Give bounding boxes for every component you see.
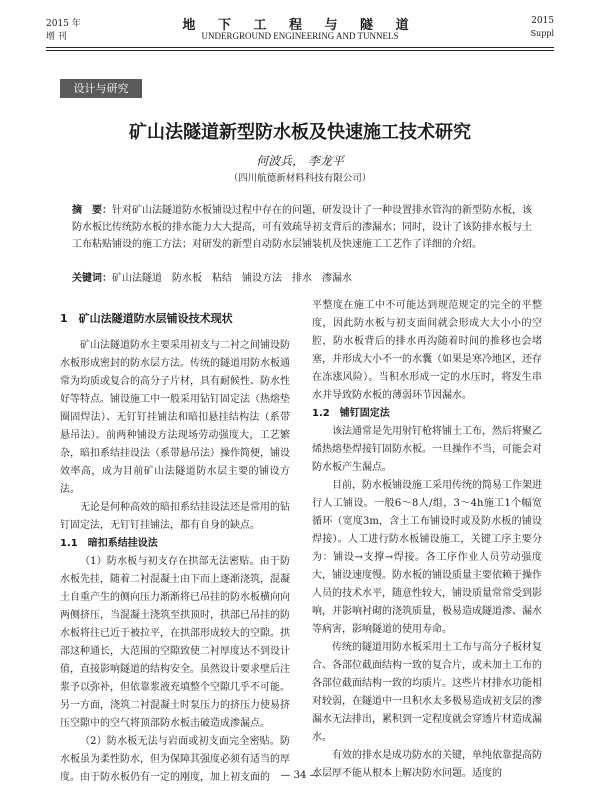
page-number: — 34 — (280, 770, 320, 781)
paragraph: 矿山法隧道防水主要采用初支与二衬之间铺设防水板形成密封的防水层方法。传统的隧道用防水板通常为均质或复合的高分子片材，具有耐候性、防水性好等特点。铺设施工中一般采用钻钉固定法（热熔垫圈固焊法）、无钉钉挂铺法和暗扣悬挂结构法（系带悬吊法）。前两种铺设方法现场劳动强度大，工艺繁杂，暗扣系结挂设法（系带悬吊法）操作简便，铺设效率高，成为目前矿山法隧道防水层主要的铺设方法。 (60, 340, 290, 495)
header-supplement-left: 增 刊 (46, 32, 67, 42)
section-tag: 设计与研究 (60, 79, 142, 98)
section-heading-1: 1 矿山法隧道防水层铺设技术现状 (60, 312, 233, 325)
keywords-text: 矿山法隧道 防水板 粘结 铺设方法 排水 渗漏水 (112, 273, 352, 284)
paper-title: 矿山法隧道新型防水板及快速施工技术研究 (129, 122, 471, 143)
header-supplement-right: Suppl (530, 29, 554, 38)
left-column (60, 297, 290, 787)
journal-title-en: UNDERGROUND ENGINEERING AND TUNNELS (201, 31, 399, 41)
keywords-label: 关键词： (72, 273, 112, 284)
affiliation: （四川航德新材料科技有限公司） (228, 173, 372, 184)
abstract (72, 202, 532, 253)
journal-title-cn: 地 下 工 程 与 隧 道 (182, 18, 418, 33)
abstract-label: 摘 要： (72, 205, 112, 216)
keywords (72, 271, 532, 287)
right-column (312, 297, 542, 783)
paragraph: 有效的排水是成功防水的关键，单纯依靠提高防水层厚不能从根本上解决防水问题。适度的 (312, 750, 542, 779)
paragraph: 该法通常是先用射钉枪将铺土工布，然后将聚乙烯热熔垫焊接钉固防水板。一旦操作不当，可能会对防水板产生漏点。 (312, 426, 542, 473)
paragraph: （2）防水板无法与岩面或初支面完全密贴。防水板虽为柔性防水，但为保障其强度必须有适当的厚度。由于防水板仍有一定的刚度，加上初支面的 (60, 736, 290, 783)
header-year-left: 2015 年 (46, 19, 81, 29)
paragraph: 平整度在施工中不可能达到规范规定的完全的平整度，因此防水板与初支面间就会形成大大小小的空腔，防水板背后的排水再沟随着时间的推移也会堵塞，并形成大小不一的水囊（如果是寒冷地区，还存在冻涨风险）。当积水形成一定的水压时，将发生串水并导致防水板的薄弱环节因漏水。 (312, 300, 542, 401)
paragraph: 传统的隧道用防水板采用土工布与高分子板材复合、各部位截面结构一致的复合片，或未加土工布的各部位截面结构一致的均质片。这些片材排水功能相对较弱，在隧道中一旦积水太多极易造成初支层的渗漏水无法排出，累积到一定程度就会穿透片材造成漏水。 (312, 642, 542, 743)
subsection-heading-1-2: 1.2 铺钉固定法 (312, 408, 390, 419)
paragraph: 无论是何种高效的暗扣系结挂设法还是常用的钻钉固定法，无钉钉挂铺法，都有自身的缺点。 (60, 502, 290, 531)
header-rule-thick (46, 47, 554, 48)
paragraph: 目前，防水板铺设施工采用传统的简易工作架进行人工铺设。一般6～8人/组，3～4h施工1个幅宽循环（宽度3m，含土工布铺设时或及防水板的铺设焊接）。人工进行防水板铺设施工，关键工序主要分为：铺设→支撑→焊接。各工序作业人员劳动强度大，铺设速度慢。防水板的铺设质量主要依赖于操作人员的技术水平，随意性较大，铺设质量常常受到影响，并影响衬砌的浇筑质量，极易造成隧道渗、漏水等病害，影响隧道的使用寿命。 (312, 480, 542, 635)
header-rule-thin (46, 50, 554, 51)
paragraph: （1）防水板与初支存在拱部无法密贴。由于防水板先挂，随着二衬混凝土由下而上逐渐浇筑，混凝土自重产生的侧向压力渐渐将已吊挂的防水板横向向两侧挤压，当混凝土浇筑至拱顶时，拱部已吊挂的防水板将往已近于被拉平，在拱部形成较大的空隙。拱部这种通长，大范围的空隙致使二衬厚度达不到设计值，直接影响隧道的结构安全。虽然设计要求壁后注浆予以弥补，但依靠浆液充填整个空隙几乎不可能。另一方面，浇筑二衬混凝土时泵压力的挤压力使易挤压空隙中的空气将顶部防水板击破造成渗漏点。 (60, 556, 290, 729)
authors: 何波兵， 李龙平 (256, 154, 344, 168)
abstract-text: 针对矿山法隧道防水板铺设过程中存在的问题，研发设计了一种设置排水管沟的新型防水板，该防水板比传统防水板的排水能力大大提高，可有效疏导初支背后的渗漏水；同时，设计了该防排水板与土工布粘贴铺设的施工方法；对研发的新型自动防水层铺装机及快速施工工艺作了详细的介绍。 (72, 205, 532, 250)
running-header (0, 14, 600, 50)
subsection-heading-1-1: 1.1 暗扣系结挂设法 (60, 538, 158, 549)
header-year-right: 2015 (531, 16, 554, 26)
